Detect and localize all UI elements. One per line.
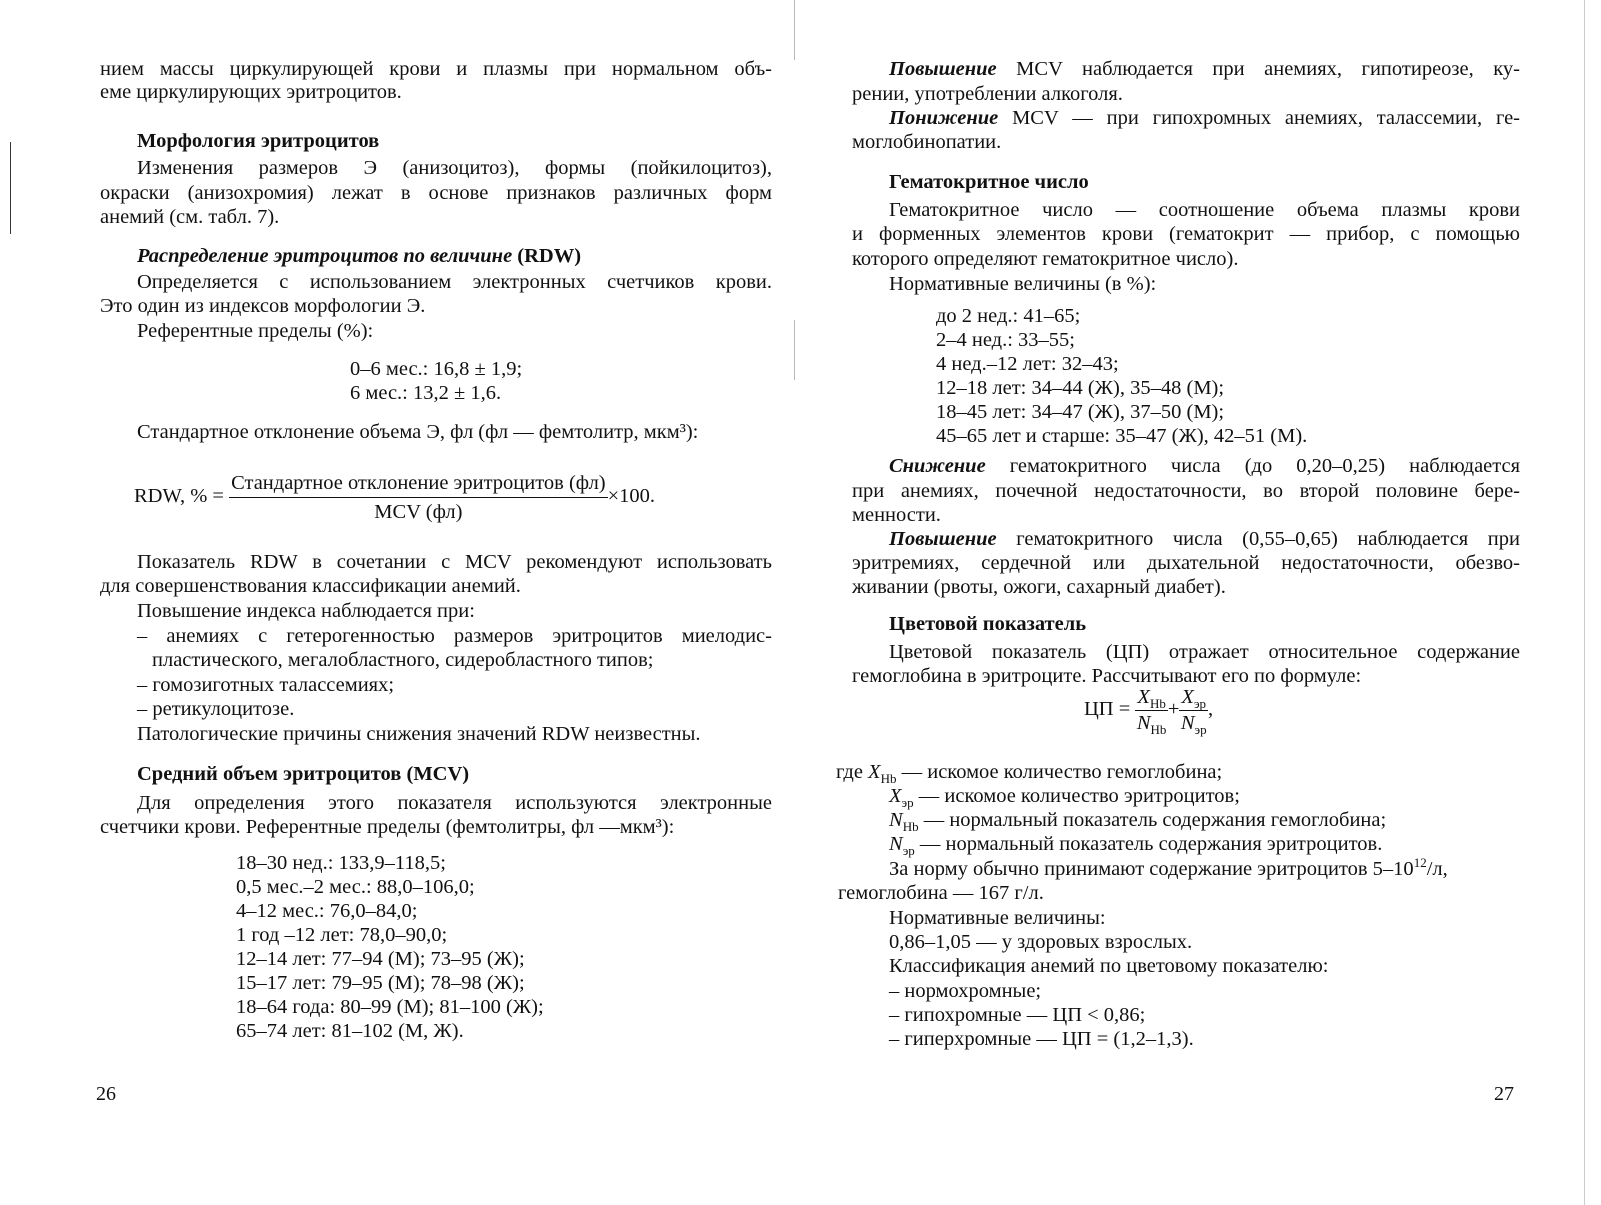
paragraph-line: менности. [852,504,941,526]
emphasis: Повышение [889,58,997,80]
text-run: гематокритного числа (0,55–0,65) наблюдается при [1016,528,1521,550]
paragraph-line: окраски (анизохромия) лежат в основе признаков различных форм [100,182,772,204]
formula-subscript: Hb [880,771,897,787]
where-text: — нормальный показатель содержания гемоглобина; [918,809,1387,831]
formula-symbol: X [889,785,902,807]
heading-abbrev: (RDW) [517,245,582,267]
paragraph-line: которого определяют гематокритное число). [852,248,1239,270]
list-item: 45–65 лет и старше: 35–47 (Ж), 42–51 (М). [936,425,1308,447]
formula-symbol: N [889,833,903,855]
list-item: 6 мес.: 13,2 ± 1,6. [350,382,502,404]
paragraph-line: рении, употреблении алкоголя. [852,83,1123,105]
paragraph-line: Для определения этого показателя используются электронные [137,792,772,814]
where-text: — искомое количество гемоглобина; [896,761,1223,783]
paragraph-line: Нормативные величины: [889,907,1106,929]
formula-subscript: Hb [902,819,919,835]
list-item: 65–74 лет: 81–102 (М, Ж). [236,1020,464,1042]
paragraph-line: Стандартное отклонение объема Э, фл (фл — фемтолитр, мкм³): [137,421,699,443]
section-heading-hematocrit: Гематокритное число [889,171,1089,193]
formula-plus: + [1167,698,1180,721]
formula-numerator [1179,686,1208,711]
formula-subscript: эр [1194,722,1207,738]
paragraph-line: эритремиях, сердечной или дыхательной недостаточности, обезво- [852,552,1520,574]
list-item: пластического, мегалобластного, сидеробластного типов; [152,649,654,671]
where-line [836,760,1520,785]
heading-italic: Распределение эритроцитов по величине [137,245,513,267]
text-run: /л, [1426,858,1448,880]
paragraph-line: нием массы циркулирующей крови и плазмы при нормальном объ- [100,58,772,80]
formula-denominator: MCV (фл) [374,501,463,523]
list-item: – нормохромные; [889,980,1042,1002]
formula-lhs: ЦП = [1084,698,1131,721]
text-run: MCV наблюдается при анемиях, гипотиреозе, ку- [1016,58,1521,80]
section-heading-morphology: Морфология эритроцитов [137,130,380,152]
paragraph-line: при анемиях, почечной недостаточности, во второй половине бере- [852,480,1520,502]
paragraph-line: гемоглобина — 167 г/л. [838,882,1044,904]
gutter-line [794,0,795,60]
page-number: 26 [96,1083,116,1105]
where-text: — нормальный показатель содержания эритроцитов. [914,833,1383,855]
text-run: гематокритного числа (до 0,20–0,25) наблюдается [1009,455,1521,477]
page-number: 27 [1494,1083,1514,1105]
paragraph-line: Классификация анемий по цветовому показателю: [889,955,1329,977]
paragraph-line: Референтные пределы (%): [137,320,374,342]
paragraph-line [852,857,1520,882]
formula-symbol: X [1137,686,1150,708]
list-item: – анемиях с гетерогенностью размеров эритроцитов миелодис- [137,625,772,647]
list-item: до 2 нед.: 41–65; [936,305,1081,327]
formula-fraction [1179,686,1208,738]
paragraph-line: счетчики крови. Референтные пределы (фемтолитры, фл —мкм³): [100,816,675,838]
paragraph-line: Показатель RDW в сочетании с MCV рекомендуют использовать [137,551,772,573]
formula-subscript: эр [1193,696,1207,712]
formula-lhs: RDW, % = [134,485,224,508]
paragraph-line: 0,86–1,05 — у здоровых взрослых. [889,931,1193,953]
formula-symbol: N [1136,712,1151,734]
formula-symbol: N [1180,712,1195,734]
list-item: 4–12 мес.: 76,0–84,0; [236,900,418,922]
paragraph-line: моглобинопатии. [852,131,1002,153]
paragraph-line: Изменения размеров Э (анизоцитоз), формы (пойкилоцитоз), [137,157,772,179]
formula-symbol: N [889,809,903,831]
paragraph-line: еме циркулирующих эритроцитов. [100,81,402,103]
list-item: 18–64 года: 80–99 (М); 81–100 (Ж); [236,996,544,1018]
emphasis: Снижение [889,455,986,477]
formula-subscript: эр [901,795,914,811]
list-item: 18–30 нед.: 133,9–118,5; [236,852,446,874]
where-line [852,784,1520,809]
paragraph-line: Повышение индекса наблюдается при: [137,600,475,622]
paragraph-line: Патологические причины снижения значений RDW неизвестны. [137,723,701,745]
paragraph-line [852,527,1520,552]
formula-subscript: эр [902,843,915,859]
list-item: 12–14 лет: 77–94 (М); 73–95 (Ж); [236,948,525,970]
list-item: 4 нед.–12 лет: 32–43; [936,353,1119,375]
paragraph-line: для совершенствования классификации анемий. [100,575,521,597]
paragraph-line [852,454,1520,479]
paragraph-line [852,106,1520,131]
where-text: — искомое количество эритроцитов; [913,785,1240,807]
formula-numerator [1135,686,1167,711]
emphasis: Понижение [889,107,999,129]
list-item: 2–4 нед.: 33–55; [936,329,1075,351]
list-item: 0,5 мес.–2 мес.: 88,0–106,0; [236,876,475,898]
formula-symbol: X [1181,686,1194,708]
formula-fraction [229,470,608,525]
paragraph-line: анемий (см. табл. 7). [100,206,280,228]
formula-fraction [1135,686,1167,738]
list-item: 18–45 лет: 34–47 (Ж), 37–50 (М); [936,401,1225,423]
list-item: 0–6 мес.: 16,8 ± 1,9; [350,358,523,380]
list-item: – гомозиготных талассемиях; [137,674,395,696]
list-item: 12–18 лет: 34–44 (Ж), 35–48 (М); [936,377,1225,399]
formula-symbol: X [868,761,881,783]
list-item: – ретикулоцитозе. [137,698,295,720]
superscript: 12 [1413,855,1427,871]
list-item: 15–17 лет: 79–95 (М); 78–98 (Ж); [236,972,525,994]
paragraph-line: Это один из индексов морфологии Э. [100,295,426,317]
section-heading-color-index: Цветовой показатель [889,613,1087,635]
emphasis: Повышение [889,528,997,550]
paragraph-line: Определяется с использованием электронных счетчиков крови. [137,271,772,293]
rdw-formula [134,470,772,525]
paragraph-line: Гематокритное число — соотношение объема плазмы крови [889,199,1520,221]
where-word: где [836,761,863,783]
formula-subscript: Hb [1149,696,1166,712]
list-item: 1 год –12 лет: 78,0–90,0; [236,924,448,946]
color-index-formula [1084,686,1520,738]
scan-edge [1584,0,1585,1205]
paragraph-line: Нормативные величины (в %): [889,273,1157,295]
scan-edge [10,142,11,234]
text-run: MCV — при гипохромных анемиях, талассемии, ге- [1012,107,1521,129]
formula-denominator [1135,711,1167,738]
paragraph-line: гемоглобина в эритроците. Рассчитывают его по формуле: [852,665,1362,687]
paragraph-line: и форменных элементов крови (гематокрит — прибор, с помощью [852,223,1520,245]
paragraph-line: живании (рвоты, ожоги, сахарный диабет). [852,576,1226,598]
formula-numerator: Стандартное отклонение эритроцитов (фл) [229,470,608,498]
where-line [852,808,1520,833]
formula-subscript: Hb [1150,722,1167,738]
gutter-line [794,320,795,380]
formula-denominator [1179,711,1208,738]
text-run: За норму обычно принимают содержание эритроцитов 5–10 [889,858,1414,880]
subsection-heading-rdw [100,244,772,269]
formula-end: , [1208,698,1214,721]
list-item: – гипохромные — ЦП < 0,86; [889,1004,1146,1026]
formula-rhs: ×100. [607,485,656,508]
paragraph-line: Цветовой показатель (ЦП) отражает относительное содержание [889,641,1520,663]
section-heading-mcv: Средний объем эритроцитов (MCV) [137,763,470,785]
where-line [852,832,1520,857]
paragraph-line [852,57,1520,82]
list-item: – гиперхромные — ЦП = (1,2–1,3). [889,1028,1194,1050]
